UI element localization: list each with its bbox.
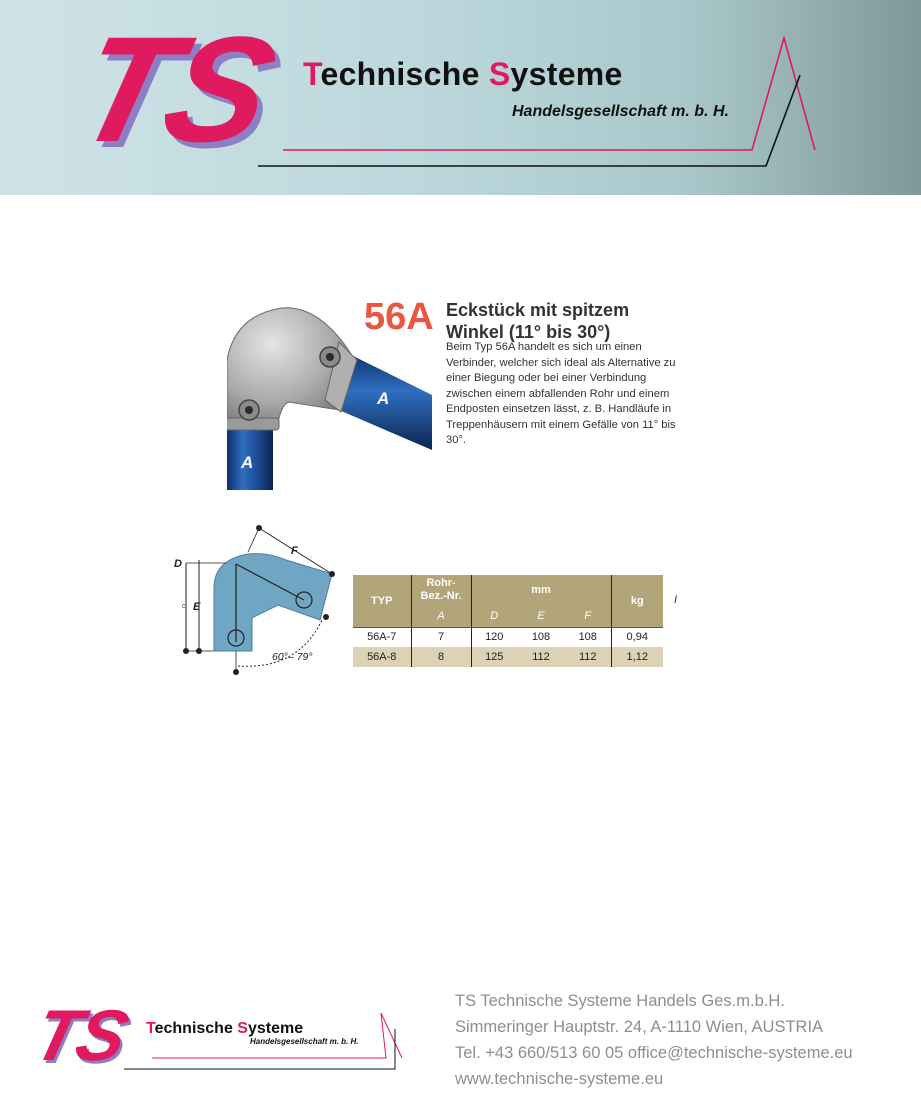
cell-typ: 56A-7 [367, 631, 397, 644]
col-header-a: A [411, 605, 471, 627]
contact-block [455, 988, 915, 1092]
spec-table [353, 575, 663, 667]
dimension-diagram [168, 520, 348, 690]
footer-company-name: Technische Systeme [146, 1020, 304, 1037]
header-logo: TS [61, 5, 287, 173]
cell-typ: 56A-8 [353, 647, 411, 667]
col-header-kg: kg [611, 575, 663, 627]
diagram-label-e: E [193, 601, 201, 613]
footer-logo [26, 995, 410, 1080]
header-company-subtitle: Handelsgesellschaft m. b. H. [512, 103, 729, 120]
cell-d: 120 [471, 627, 517, 647]
table-side-mark: I [674, 594, 678, 606]
footer-logo-ts: TS [26, 996, 134, 1076]
col-header-typ: TYP [353, 575, 411, 627]
header-company-name: Technische Systeme [303, 56, 623, 92]
col-header-f: F [565, 605, 611, 627]
col-header-mm: mm [471, 575, 611, 605]
contact-company: TS Technische Systeme Handels Ges.m.b.H. [455, 992, 785, 1010]
diagram-label-f: F [291, 545, 298, 557]
cell-a: 7 [411, 627, 471, 647]
cell-e: 112 [517, 647, 565, 667]
table-row [353, 627, 663, 647]
photo-label-vertical-pipe: A [241, 453, 254, 472]
cell-f: 108 [578, 631, 597, 644]
col-header-e: E [517, 605, 565, 627]
header-banner [0, 0, 921, 195]
cell-kg: 0,94 [611, 627, 663, 647]
cell-e: 108 [531, 631, 551, 644]
product-code: 56A [364, 296, 434, 338]
product-description: Beim Typ 56A handelt es sich um einen Verbinder, welcher sich ideal als Alternative zu einer Biegung oder bei einer Verbindung zwischen einem abfallenden Rohr und einem Endposten einsetzen lässt, z. B. Handläufe in Treppenhäusern mit einem Gefälle von 11° bis 30°. [446, 341, 676, 446]
col-header-rohr: Rohr- Bez.-Nr. [411, 575, 471, 605]
footer-company-subtitle: Handelsgesellschaft m. b. H. [250, 1037, 359, 1046]
contact-address: Simmeringer Hauptstr. 24, A-1110 Wien, AUSTRIA [455, 1018, 824, 1036]
cell-kg: 1,12 [611, 647, 663, 667]
diagram-angle-label: 60°– 79° [272, 651, 313, 663]
photo-label-diagonal-pipe: A [377, 389, 390, 408]
diagram-label-d: D [174, 558, 182, 570]
diagram-label-c: c [182, 603, 186, 610]
cell-f: 112 [565, 647, 611, 667]
product-title: Eckstück mit spitzem Winkel (11° bis 30°) [446, 300, 630, 342]
col-header-d: D [471, 605, 517, 627]
table-row [353, 647, 663, 667]
cell-d: 125 [471, 647, 517, 667]
contact-website[interactable]: www.technische-systeme.eu [455, 1070, 664, 1088]
cell-a: 8 [411, 647, 471, 667]
contact-phone-email: Tel. +43 660/513 60 05 office@technische-systeme.eu [455, 1044, 853, 1062]
